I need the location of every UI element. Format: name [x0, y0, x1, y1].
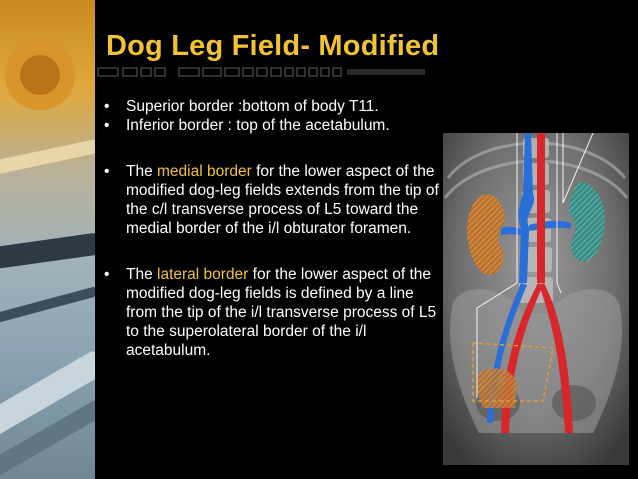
bullet-text-post: for the lower aspect of the modified dog-leg fields is defined by a line from the tip of the i/l transverse process of L5 to the superolateral border of the i/l acetabulum.	[126, 266, 437, 359]
bullet-text: Inferior border : top of the acetabulum.	[126, 117, 390, 134]
tube-shape	[0, 139, 95, 176]
bullet-text-pre: The	[126, 266, 158, 283]
obturator-foramen-shape	[552, 385, 596, 421]
highlight-medial-border: medial border	[157, 163, 252, 180]
bullet-medial-border	[104, 162, 444, 238]
bullet-text: Superior border :bottom of body T11.	[126, 98, 379, 115]
bullet-text-pre: The	[126, 163, 158, 180]
bullet-list	[104, 97, 444, 360]
tube-shape	[0, 232, 95, 269]
title-underline-decoration	[97, 66, 427, 78]
bullet-lateral-border	[104, 265, 444, 360]
slide-title: Dog Leg Field- Modified	[106, 30, 440, 62]
highlight-lateral-border: lateral border	[157, 266, 249, 283]
bullet-inferior-border	[104, 116, 444, 135]
dog-leg-field-xray-image	[443, 133, 629, 465]
bullet-superior-border	[104, 97, 444, 116]
aorta-vessel	[537, 133, 545, 283]
decorative-medical-image-strip	[0, 0, 95, 479]
stethoscope-shape	[20, 55, 60, 95]
bullet-text-post: for the lower aspect of the modified dog-leg fields extends from the tip of the c/l transverse process of L5 toward the medial border of the i/l obturator foramen.	[126, 163, 439, 237]
tube-shape	[0, 286, 95, 324]
ureter-hatch	[477, 369, 517, 408]
